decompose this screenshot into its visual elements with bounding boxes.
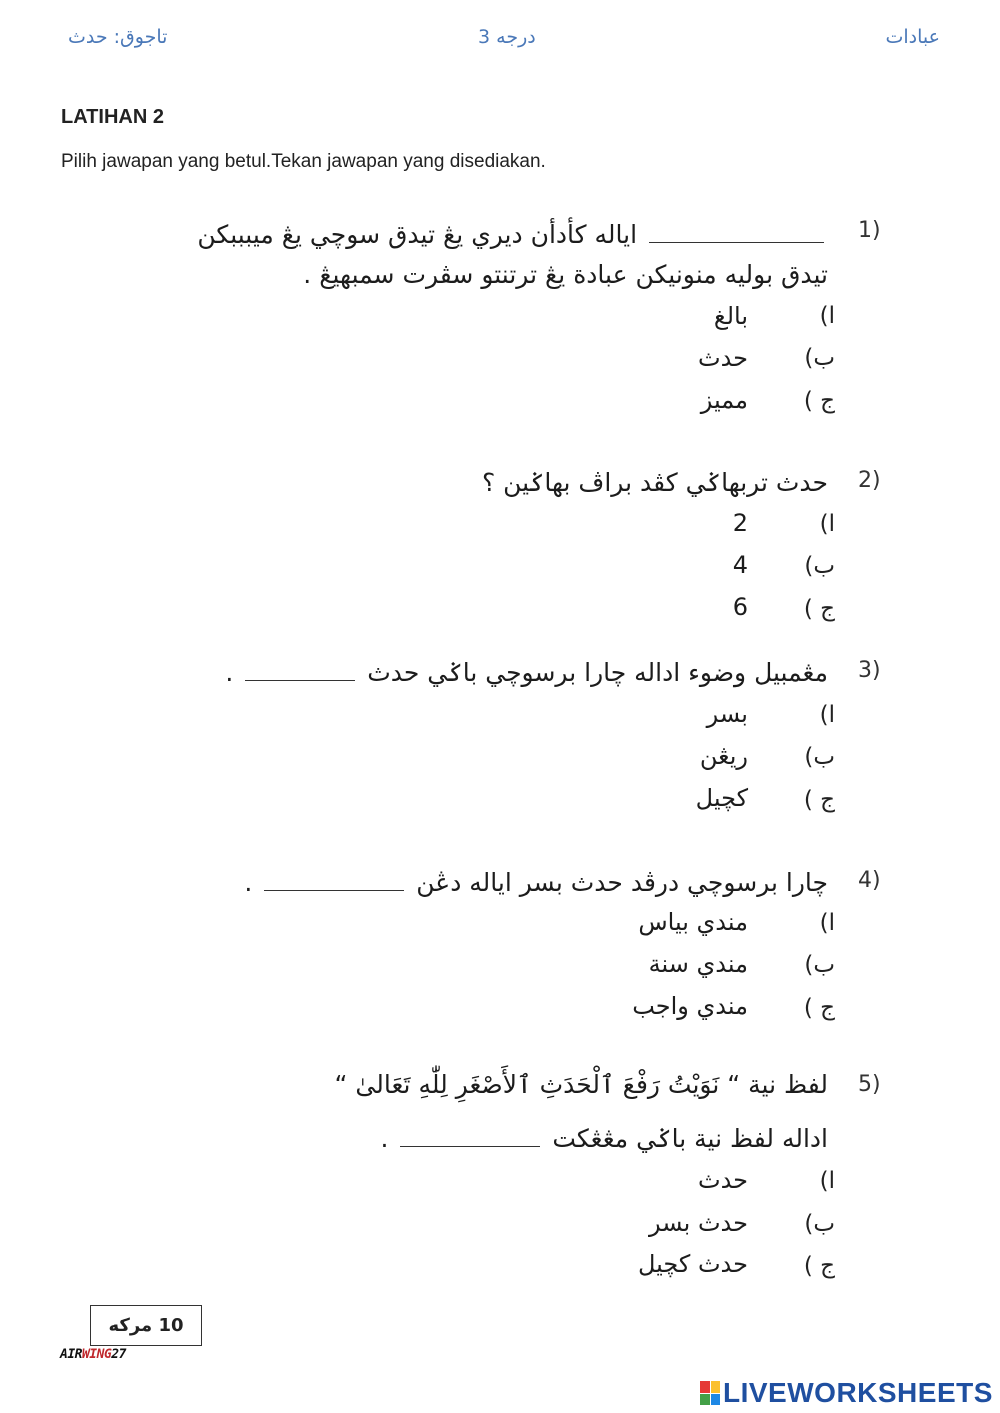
airwing-part3: 27 — [111, 1347, 126, 1362]
question-4-line1 — [244, 868, 828, 897]
question-1-line1 — [197, 220, 828, 249]
question-4-option-a[interactable]: مندي بياس — [638, 908, 748, 936]
option-marker: ج ) — [803, 995, 835, 1021]
question-4-option-b[interactable]: مندي سنة — [648, 950, 748, 978]
question-4-number: 4) — [858, 868, 881, 893]
question-4-option-c[interactable]: مندي واجب — [632, 992, 748, 1020]
option-marker: ا) — [819, 303, 835, 329]
answer-blank[interactable] — [649, 222, 824, 243]
question-5-option-c[interactable]: حدث كچيل — [638, 1250, 748, 1278]
airwing-logo — [60, 1347, 126, 1362]
question-2-option-a[interactable]: 2 — [732, 509, 748, 537]
option-marker: ا) — [819, 702, 835, 728]
instruction-text: Pilih jawapan yang betul.Tekan jawapan yang disediakan. — [61, 151, 546, 172]
question-5-text: اداله لفظ نية باݢي مڠڠكت — [552, 1124, 828, 1153]
question-1-option-b[interactable]: حدث — [697, 344, 748, 372]
question-3-line1 — [225, 658, 828, 687]
question-1-text: اياله كأدأن ديري يڠ تيدق سوچي يڠ ميبببكن — [197, 220, 638, 249]
question-2-option-c[interactable]: 6 — [732, 593, 748, 621]
brand-name: LIVEWORKSHEETS — [723, 1377, 993, 1408]
question-3-text: مڠمبيل وضوء اداله چارا برسوچي باݢي حدث — [367, 658, 828, 687]
question-5-line1: لفظ نية “ نَوَيْتُ رَفْعَ ٱلْحَدَثِ ٱلأَصْغَرِ لِلّٰهِ تَعَالىٰ “ — [334, 1070, 828, 1099]
period: . — [380, 1124, 389, 1153]
question-1-line2: تيدق بوليه منونيكن عبادة يڠ ترتنتو سڤرت سمبهيڠ . — [303, 260, 828, 289]
option-marker: ج ) — [803, 388, 835, 414]
answer-blank[interactable] — [264, 870, 404, 891]
option-marker: ب) — [804, 553, 835, 579]
question-5-option-a[interactable]: حدث — [697, 1166, 748, 1194]
question-1-number: 1) — [858, 218, 881, 243]
header-grade: درجه 3 — [478, 26, 536, 48]
option-marker: ب) — [804, 744, 835, 770]
period: . — [244, 868, 253, 897]
airwing-part1: AIR — [60, 1347, 82, 1362]
option-marker: ب) — [804, 952, 835, 978]
option-marker: ج ) — [803, 596, 835, 622]
marks-box: 10 مركه — [90, 1305, 202, 1346]
question-4-text: چارا برسوچي درڤد حدث بسر اياله دڠن — [416, 868, 828, 897]
question-2-option-b[interactable]: 4 — [732, 551, 748, 579]
header-subject: عبادات — [885, 26, 940, 48]
liveworksheets-icon — [700, 1381, 720, 1405]
question-3-option-c[interactable]: كچيل — [695, 784, 748, 812]
question-3-option-b[interactable]: ريڠن — [699, 742, 748, 770]
header-topic: تاجوق: حدث — [68, 26, 168, 48]
question-3-option-a[interactable]: بسر — [706, 700, 748, 728]
option-marker: ب) — [804, 1211, 835, 1237]
question-2-line1: حدث تربهاݢي كڤد براڤ بهاݢين ؟ — [481, 468, 828, 497]
option-marker: ب) — [804, 345, 835, 371]
question-1-option-c[interactable]: مميز — [700, 386, 748, 414]
option-marker: ا) — [819, 511, 835, 537]
period: . — [225, 658, 234, 687]
question-5-number: 5) — [858, 1072, 881, 1097]
airwing-part2: WING — [81, 1347, 112, 1362]
option-marker: ج ) — [803, 787, 835, 813]
question-1-option-a[interactable]: بالغ — [713, 302, 748, 330]
question-5-line2 — [380, 1124, 828, 1153]
question-3-number: 3) — [858, 658, 881, 683]
page-title: LATIHAN 2 — [61, 106, 164, 128]
question-2-number: 2) — [858, 468, 881, 493]
option-marker: ا) — [819, 910, 835, 936]
answer-blank[interactable] — [400, 1126, 540, 1147]
answer-blank[interactable] — [245, 660, 355, 681]
question-5-option-b[interactable]: حدث بسر — [649, 1209, 748, 1237]
option-marker: ج ) — [803, 1253, 835, 1279]
liveworksheets-brand — [700, 1377, 993, 1409]
option-marker: ا) — [819, 1168, 835, 1194]
